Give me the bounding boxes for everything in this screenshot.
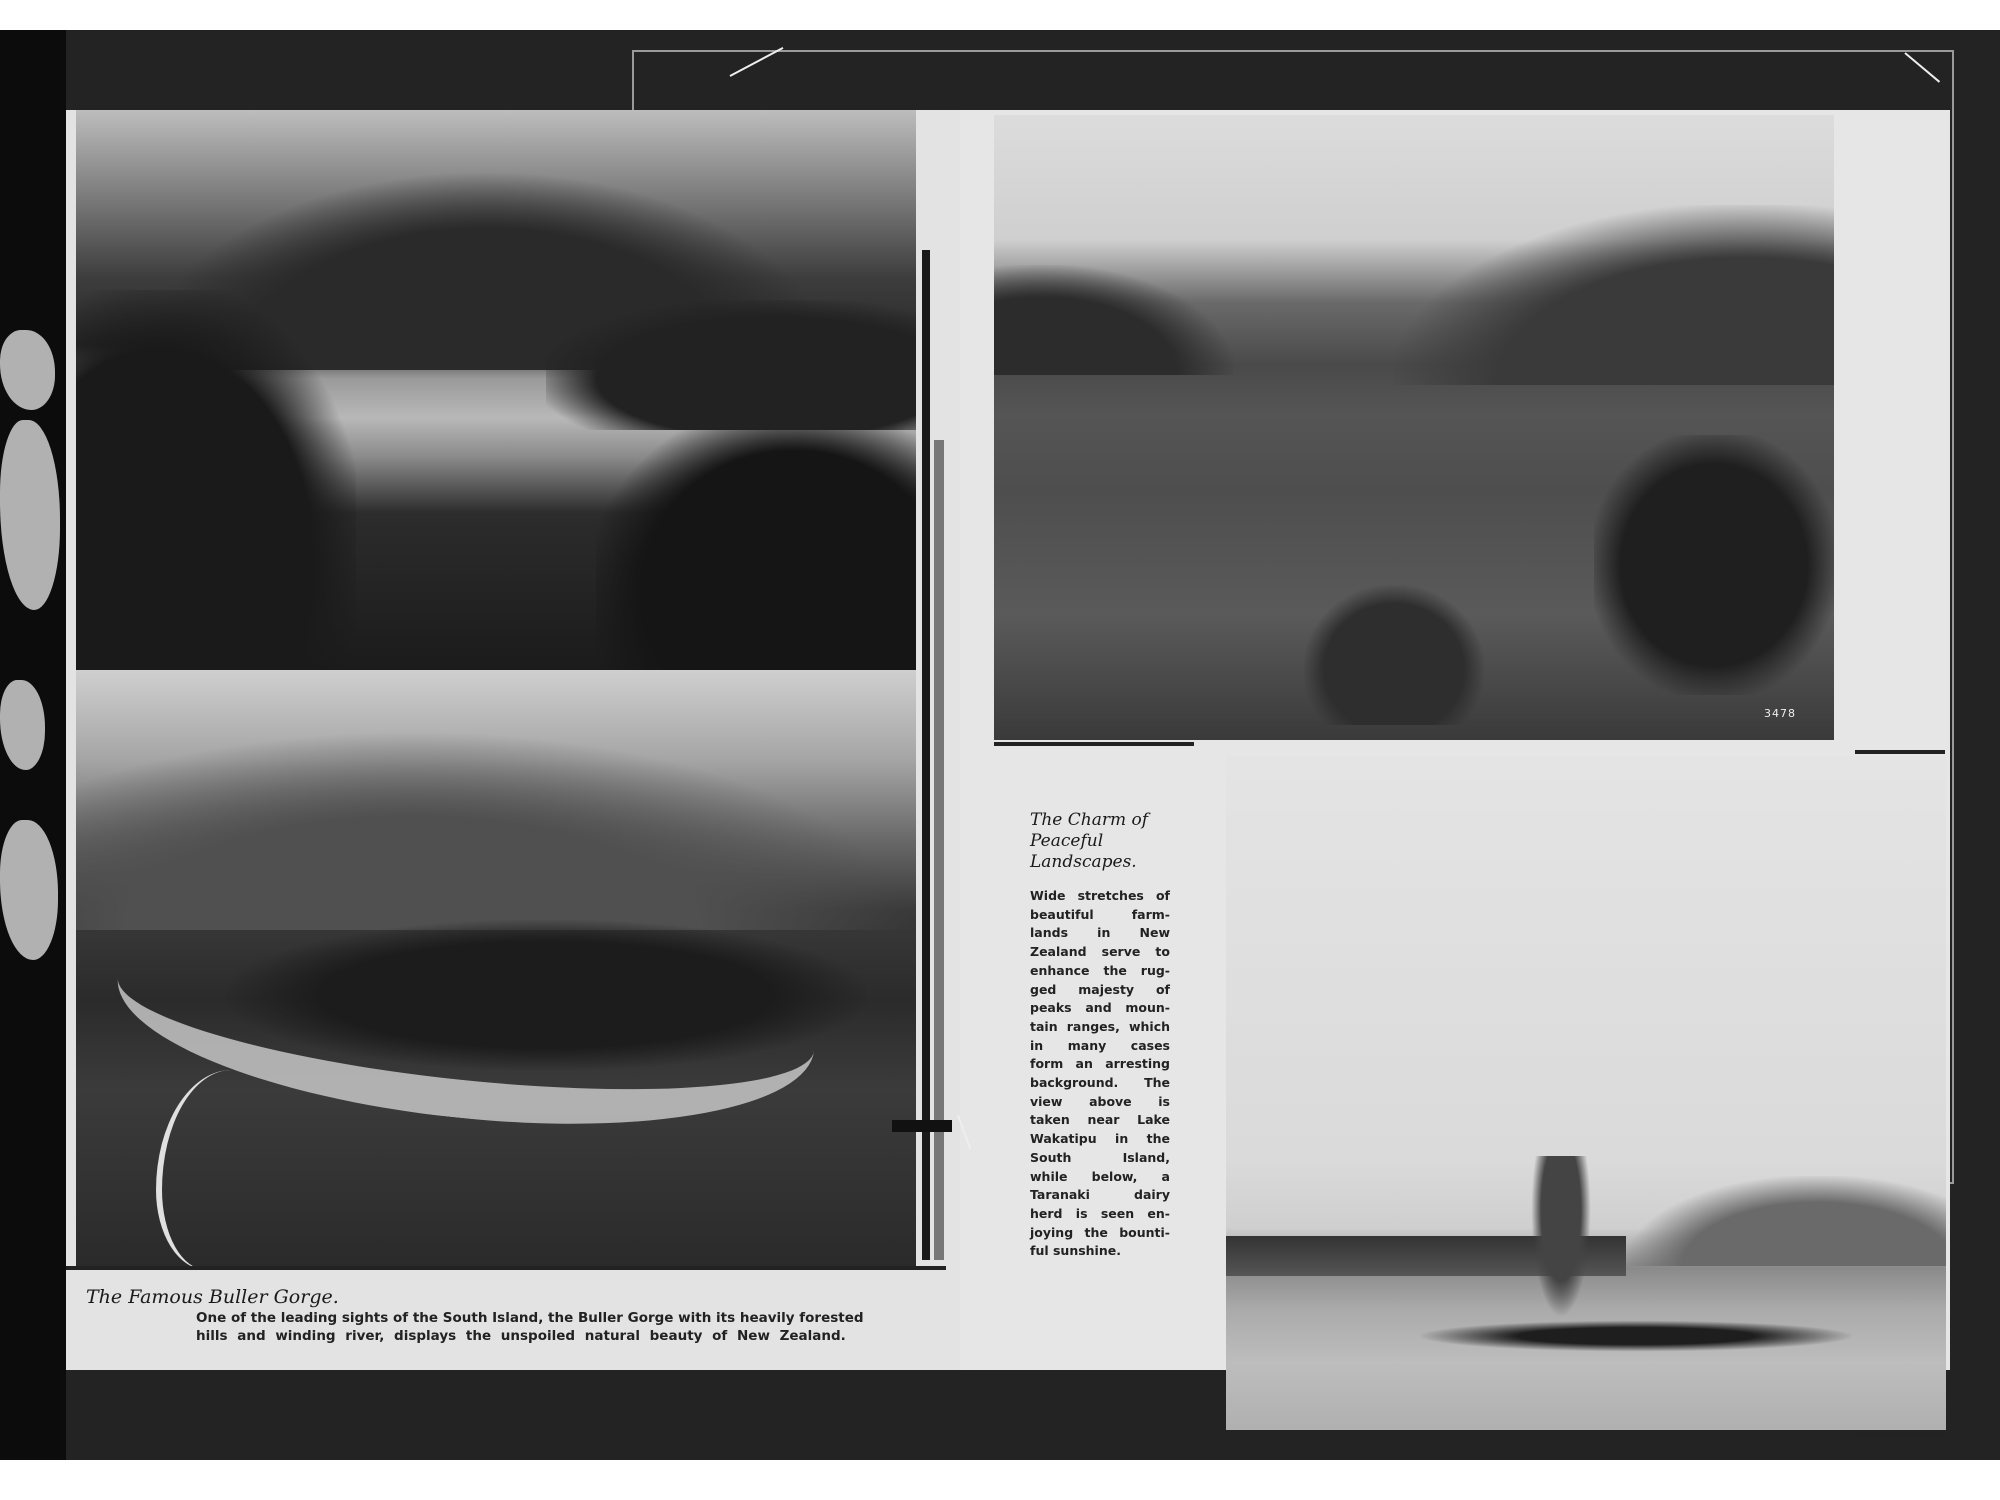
photo-lake-wakatipu-farmland — [994, 115, 1834, 740]
mountain-left — [994, 265, 1234, 375]
decorative-stripe — [922, 250, 930, 1260]
sidebar-line: view above is — [1030, 1093, 1170, 1109]
caption-title: The Famous Buller Gorge. — [86, 1286, 339, 1308]
photo-bottom-rule — [66, 1266, 946, 1270]
photo-rule — [1855, 750, 1945, 754]
winding-road — [156, 1070, 282, 1270]
resting-cows — [1356, 1316, 1916, 1356]
tree-ferns-right — [596, 410, 916, 670]
sidebar-line: background. The — [1030, 1075, 1170, 1091]
left-page — [66, 110, 966, 1370]
sidebar-line: ful sunshine. — [1030, 1243, 1121, 1259]
sidebar-title-line3: Landscapes. — [1030, 852, 1137, 872]
sidebar-line: beautiful farm- — [1030, 906, 1170, 922]
sidebar-line: tain ranges, which — [1030, 1018, 1170, 1034]
haystack — [1304, 585, 1484, 725]
distant-hills — [76, 730, 916, 930]
sidebar-line: while below, a — [1030, 1168, 1170, 1184]
sidebar-line: Wakatipu in the — [1030, 1131, 1170, 1147]
sidebar-line: joying the bounti- — [1030, 1224, 1170, 1240]
sidebar-line: Wide stretches of — [1030, 888, 1170, 903]
decorative-stripe — [934, 440, 944, 1260]
photo-number: 3478 — [1764, 707, 1796, 720]
sidebar-line: Taranaki dairy — [1030, 1187, 1170, 1203]
sidebar-text — [1030, 810, 1170, 1261]
right-page — [960, 110, 1950, 1370]
caption-body-line1: One of the leading sights of the South Island, the Buller Gorge with its heavily forested — [196, 1310, 864, 1326]
photo-rule — [994, 742, 1194, 746]
sidebar-line: peaks and moun- — [1030, 1000, 1170, 1016]
sidebar-line: enhance the rug- — [1030, 962, 1170, 978]
sidebar-line: taken near Lake — [1030, 1112, 1170, 1128]
mountain-range-right — [1394, 205, 1834, 385]
film-damage-mark — [0, 820, 58, 960]
sidebar-line: lands in New — [1030, 925, 1170, 941]
large-tree — [1594, 435, 1834, 695]
film-edge — [0, 30, 66, 1460]
riverbank-trees — [546, 300, 916, 430]
tree-ferns-left — [76, 290, 356, 670]
tall-tree — [1526, 1156, 1596, 1336]
sidebar-line: Zealand serve to — [1030, 944, 1170, 960]
film-damage-mark — [0, 680, 45, 770]
sidebar-line: South Island, — [1030, 1149, 1170, 1165]
caption-body-line2: hills and winding river, displays the unspoiled natural beauty of New Zealand. — [196, 1328, 846, 1344]
photo-rule — [1855, 1432, 1945, 1436]
photo-taranaki-dairy-herd — [1226, 756, 1946, 1430]
film-damage-mark — [0, 420, 60, 610]
film-damage-mark — [0, 330, 55, 410]
sidebar-line: form an arresting — [1030, 1056, 1170, 1072]
distant-mountain — [1626, 1176, 1946, 1266]
sidebar-line: herd is seen en- — [1030, 1205, 1170, 1221]
sidebar-body — [1030, 887, 1170, 1261]
photo-buller-gorge-winding-river — [76, 670, 916, 1270]
film-margin — [0, 1460, 2000, 1500]
sidebar-title-line2: Peaceful — [1030, 831, 1104, 851]
sidebar-line: ged majesty of — [1030, 981, 1170, 997]
decorative-bar — [892, 1120, 952, 1132]
sidebar-title-line1: The Charm of — [1030, 810, 1149, 830]
sidebar-line: in many cases — [1030, 1037, 1170, 1053]
photo-buller-gorge-river-ferns — [76, 110, 916, 670]
